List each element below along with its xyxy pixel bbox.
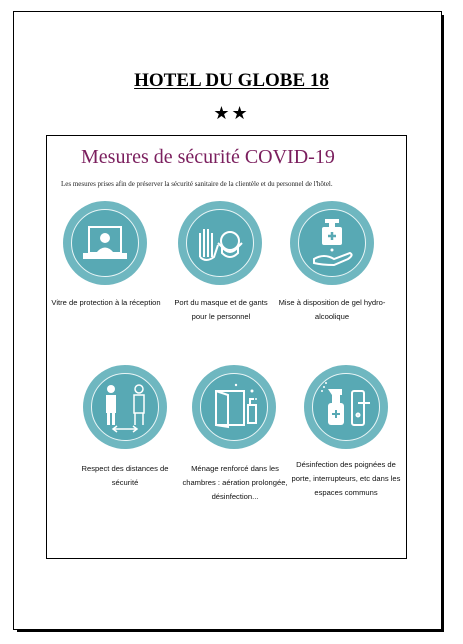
hotel-stars: ★★ bbox=[213, 103, 250, 123]
caption-reception: Vitre de protection à la réception bbox=[51, 298, 161, 307]
caption-sanitizer: Mise à disposition de gel hydro-alcoolique bbox=[278, 298, 386, 321]
distance-icon bbox=[83, 365, 167, 449]
hotel-name: HOTEL DU GLOBE 18 bbox=[134, 70, 329, 91]
covid-poster bbox=[46, 135, 407, 559]
page-shadow-bottom bbox=[17, 629, 444, 632]
reception-screen-icon bbox=[63, 201, 147, 285]
caption-cleaning: Ménage renforcé dans les chambres : aération prolongée, désinfection... bbox=[182, 464, 288, 501]
caption-disinfection: Désinfection des poignées de porte, interrupteurs, etc dans les espaces communs bbox=[291, 460, 401, 497]
caption-mask-gloves: Port du masque et de gants pour le personnel bbox=[174, 298, 268, 321]
hotel-title bbox=[0, 70, 463, 92]
hand-sanitizer-icon bbox=[290, 201, 374, 285]
poster-title: Mesures de sécurité COVID-19 bbox=[81, 146, 335, 168]
mask-gloves-icon bbox=[178, 201, 262, 285]
caption-distance: Respect des distances de sécurité bbox=[81, 464, 169, 487]
poster-subtitle: Les mesures prises afin de préserver la sécurité sanitaire de la clientèle et du personnel de l'hôtel. bbox=[61, 180, 333, 188]
disinfection-spray-icon bbox=[304, 365, 388, 449]
window-cleaning-icon bbox=[192, 365, 276, 449]
